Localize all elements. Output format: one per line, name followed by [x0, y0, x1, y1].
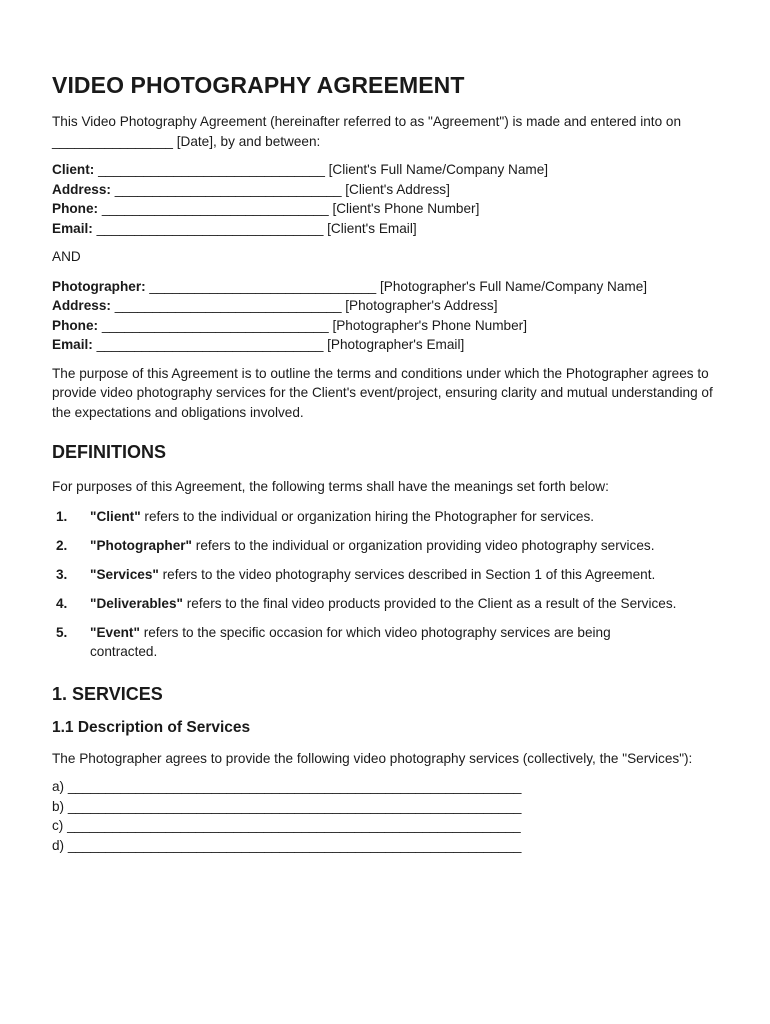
definition-item [52, 507, 718, 527]
photographer-email-line [52, 335, 718, 355]
client-name-line [52, 160, 718, 180]
purpose-paragraph: The purpose of this Agreement is to outline the terms and conditions under which the Photographer agrees to provide video photography services for the Client's event/project, ensuring clarity and mutual understanding of the expectations and obligations involved. [52, 365, 713, 420]
client-email-line [52, 219, 718, 239]
service-blank-line: d) ____________________________________________________________ [52, 837, 522, 853]
definition-term: "Event" [90, 624, 140, 640]
definitions-heading: DEFINITIONS [52, 442, 167, 462]
photographer-phone-value: ______________________________ [Photographer's Phone Number] [98, 317, 527, 333]
definition-item [52, 565, 718, 585]
client-phone-value: ______________________________ [Client's Phone Number] [98, 201, 480, 216]
definition-term: "Photographer" [90, 537, 193, 553]
and-separator: AND [52, 249, 81, 264]
services-intro: The Photographer agrees to provide the following video photography services (collectively, the "Services"): [52, 750, 693, 766]
definition-term: "Services" [90, 566, 159, 582]
definition-text [90, 507, 718, 527]
definition-text [90, 594, 718, 614]
services-blank-lines [52, 777, 718, 855]
photographer-name-line [52, 277, 718, 297]
services-heading: 1. SERVICES [52, 683, 163, 704]
definition-text [90, 536, 718, 556]
definition-number: 3. [56, 566, 68, 582]
definition-body: refers to the video photography services described in Section 1 of this Agreement. [158, 566, 656, 582]
photographer-name-label: Photographer: [52, 278, 146, 294]
definition-number: 2. [56, 537, 68, 553]
document-title: VIDEO PHOTOGRAPHY AGREEMENT [52, 72, 465, 98]
definition-body: refers to the individual or organization providing video photography services. [192, 537, 655, 553]
definition-number: 5. [56, 624, 68, 640]
services-subheading: 1.1 Description of Services [52, 718, 251, 736]
photographer-phone-line [52, 316, 718, 336]
definition-term: "Client" [90, 508, 141, 524]
definition-item [52, 594, 718, 614]
intro-paragraph: This Video Photography Agreement (hereinafter referred to as "Agreement") is made and entered into on ________________ [Date], by and between: [52, 114, 682, 149]
service-blank-line: a) ____________________________________________________________ [52, 779, 522, 794]
client-address-line [52, 180, 718, 200]
client-name-value: ______________________________ [Client's Full Name/Company Name] [94, 162, 549, 177]
photographer-address-value: ______________________________ [Photographer's Address] [110, 298, 498, 313]
definitions-list [52, 507, 718, 662]
client-address-label: Address: [52, 181, 111, 197]
photographer-phone-label: Phone: [52, 317, 99, 333]
photographer-email-label: Email: [52, 337, 93, 352]
client-email-label: Email: [52, 220, 93, 236]
client-block [52, 160, 718, 238]
service-blank-line: b) ____________________________________________________________ [52, 798, 522, 814]
client-address-value: ______________________________ [Client's Address] [110, 181, 450, 197]
client-phone-line [52, 199, 718, 219]
photographer-name-value: ______________________________ [Photographer's Full Name/Company Name] [145, 278, 648, 294]
definition-number: 4. [56, 595, 68, 611]
photographer-address-line [52, 296, 718, 316]
service-blank-line: c) ____________________________________________________________ [52, 818, 521, 833]
photographer-address-label: Address: [52, 298, 111, 313]
client-name-label: Client: [52, 162, 95, 177]
client-phone-label: Phone: [52, 201, 99, 216]
definitions-intro: For purposes of this Agreement, the following terms shall have the meanings set forth below: [52, 479, 609, 494]
photographer-email-value: ______________________________ [Photographer's Email] [92, 337, 465, 352]
definition-number: 1. [56, 508, 68, 524]
definition-body: refers to the specific occasion for which video photography services are being contracted. [90, 624, 611, 659]
definition-text [90, 623, 718, 662]
definition-term: "Deliverables" [90, 595, 183, 611]
client-email-value: ______________________________ [Client's Email] [92, 220, 417, 236]
definition-item [52, 536, 718, 556]
definition-text [90, 565, 718, 585]
definition-item [52, 623, 718, 662]
definition-body: refers to the final video products provided to the Client as a result of the Services. [183, 595, 677, 611]
definition-body: refers to the individual or organization hiring the Photographer for services. [140, 508, 595, 524]
photographer-block [52, 277, 718, 355]
